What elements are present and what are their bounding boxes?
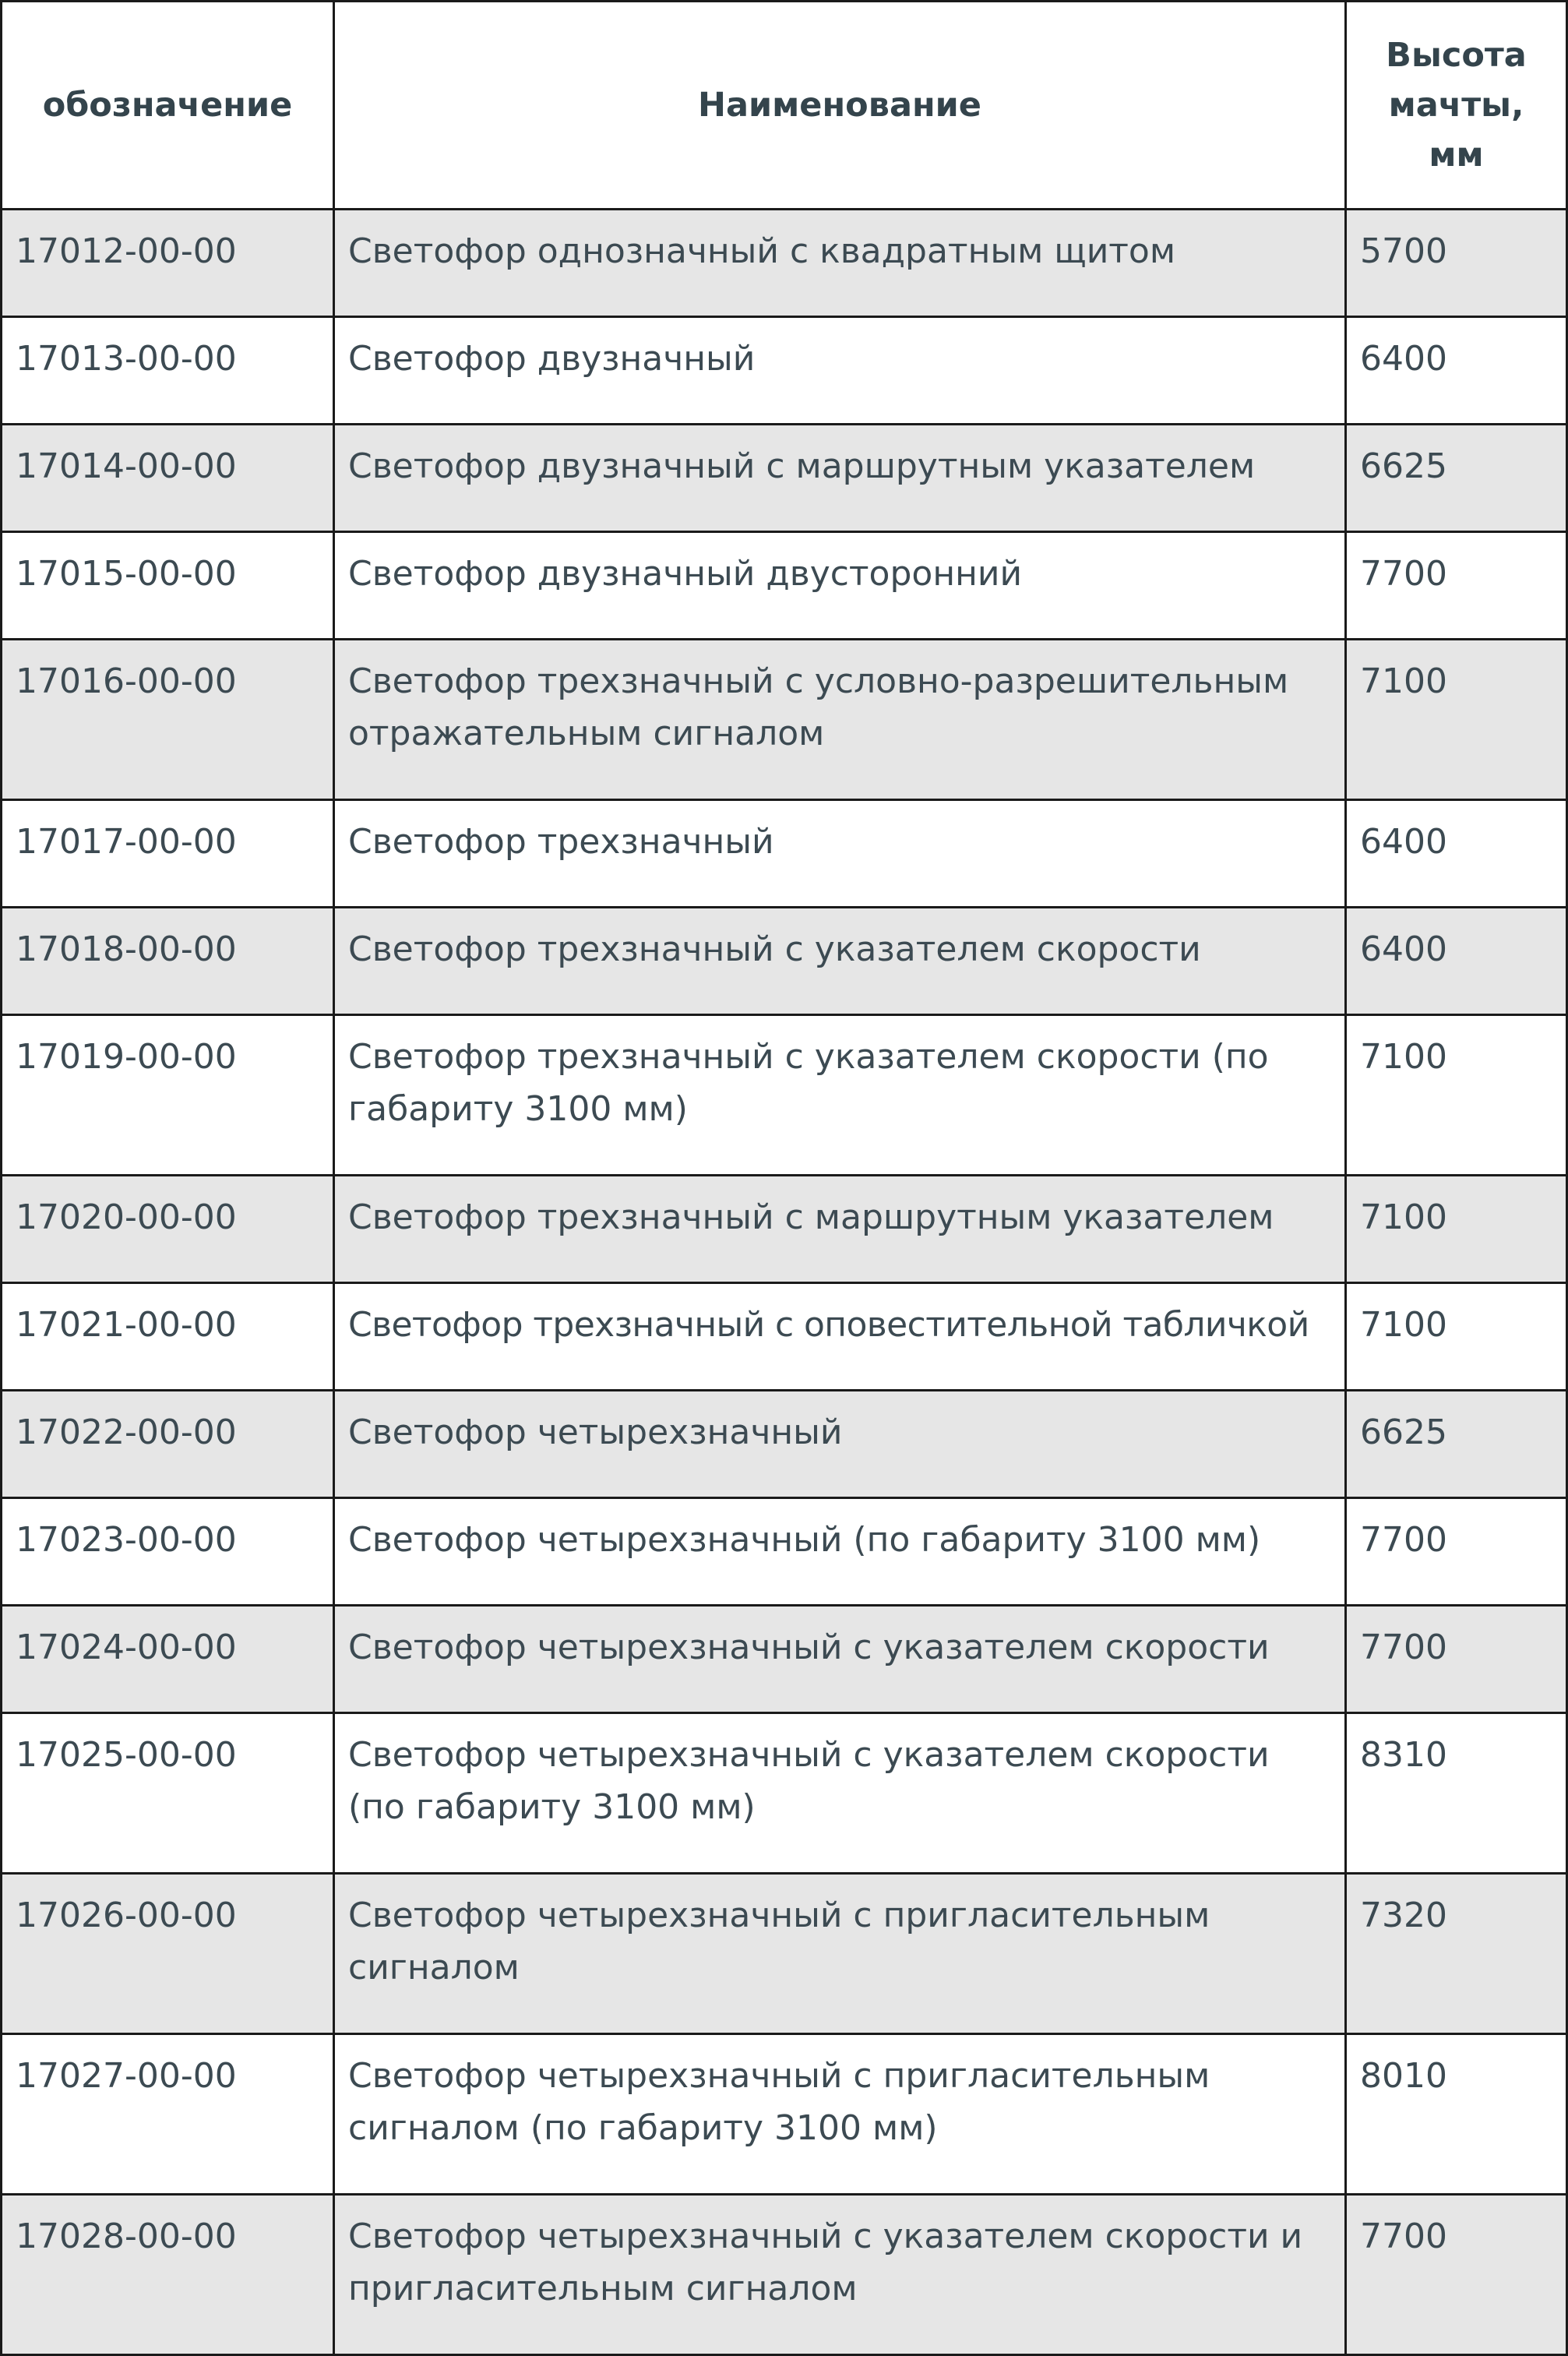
cell-name: Светофор однозначный с квадратным щитом [334, 210, 1346, 317]
cell-code: 17014-00-00 [2, 425, 334, 532]
cell-name: Светофор четырехзначный с пригласительным сигналом [334, 1874, 1346, 2034]
cell-code: 17012-00-00 [2, 210, 334, 317]
table-row [2, 1283, 1567, 1391]
cell-code: 17019-00-00 [2, 1015, 334, 1176]
cell-height: 5700 [1346, 210, 1567, 317]
cell-name: Светофор четырехзначный (по габариту 3100 мм) [334, 1498, 1346, 1606]
cell-code: 17024-00-00 [2, 1606, 334, 1713]
table-row [2, 1015, 1567, 1176]
cell-height: 7100 [1346, 1283, 1567, 1391]
table-row [2, 532, 1567, 640]
cell-height: 8010 [1346, 2034, 1567, 2195]
table-row [2, 1606, 1567, 1713]
cell-code: 17017-00-00 [2, 800, 334, 908]
cell-name: Светофор четырехзначный с указателем скорости [334, 1606, 1346, 1713]
cell-code: 17016-00-00 [2, 640, 334, 800]
cell-height: 6625 [1346, 1391, 1567, 1498]
table-row [2, 210, 1567, 317]
table-row [2, 1176, 1567, 1283]
cell-code: 17013-00-00 [2, 317, 334, 425]
cell-code: 17020-00-00 [2, 1176, 334, 1283]
header-code: обозначение [2, 2, 334, 210]
cell-code: 17015-00-00 [2, 532, 334, 640]
cell-height: 6400 [1346, 908, 1567, 1015]
table-row [2, 2195, 1567, 2355]
table-row [2, 317, 1567, 425]
cell-code: 17026-00-00 [2, 1874, 334, 2034]
cell-height: 7100 [1346, 1176, 1567, 1283]
cell-name: Светофор трехзначный с указателем скорости [334, 908, 1346, 1015]
table-row [2, 1713, 1567, 1874]
cell-height: 7700 [1346, 1498, 1567, 1606]
cell-height: 6625 [1346, 425, 1567, 532]
cell-name: Светофор двузначный с маршрутным указателем [334, 425, 1346, 532]
header-name: Наименование [334, 2, 1346, 210]
cell-name: Светофор двузначный двусторонний [334, 532, 1346, 640]
table-header-row [2, 2, 1567, 210]
table-row [2, 2034, 1567, 2195]
cell-code: 17025-00-00 [2, 1713, 334, 1874]
table-row [2, 1498, 1567, 1606]
cell-height: 7700 [1346, 532, 1567, 640]
cell-name: Светофор трехзначный с маршрутным указателем [334, 1176, 1346, 1283]
header-height-label: Высота мачты, мм [1386, 36, 1527, 175]
cell-name: Светофор двузначный [334, 317, 1346, 425]
cell-code: 17018-00-00 [2, 908, 334, 1015]
cell-height: 6400 [1346, 317, 1567, 425]
cell-code: 17028-00-00 [2, 2195, 334, 2355]
table-row [2, 1391, 1567, 1498]
cell-height: 6400 [1346, 800, 1567, 908]
cell-height: 7700 [1346, 1606, 1567, 1713]
table-row [2, 908, 1567, 1015]
cell-name: Светофор четырехзначный [334, 1391, 1346, 1498]
cell-name: Светофор трехзначный [334, 800, 1346, 908]
cell-height: 7100 [1346, 1015, 1567, 1176]
cell-name: Светофор трехзначный с указателем скорости (по габариту 3100 мм) [334, 1015, 1346, 1176]
cell-name: Светофор трехзначный с условно-разрешительным отражательным сигналом [334, 640, 1346, 800]
cell-height: 7320 [1346, 1874, 1567, 2034]
cell-name: Светофор четырехзначный с указателем скорости и пригласительным сигналом [334, 2195, 1346, 2355]
table-row [2, 800, 1567, 908]
header-height [1346, 2, 1567, 210]
cell-code: 17023-00-00 [2, 1498, 334, 1606]
cell-code: 17022-00-00 [2, 1391, 334, 1498]
cell-name: Светофор четырехзначный с пригласительным сигналом (по габариту 3100 мм) [334, 2034, 1346, 2195]
cell-name: Светофор трехзначный с оповестительной табличкой [334, 1283, 1346, 1391]
cell-height: 8310 [1346, 1713, 1567, 1874]
cell-height: 7700 [1346, 2195, 1567, 2355]
cell-code: 17021-00-00 [2, 1283, 334, 1391]
table-row [2, 1874, 1567, 2034]
cell-code: 17027-00-00 [2, 2034, 334, 2195]
cell-height: 7100 [1346, 640, 1567, 800]
cell-name: Светофор четырехзначный с указателем скорости (по габариту 3100 мм) [334, 1713, 1346, 1874]
table-row [2, 425, 1567, 532]
table-row [2, 640, 1567, 800]
